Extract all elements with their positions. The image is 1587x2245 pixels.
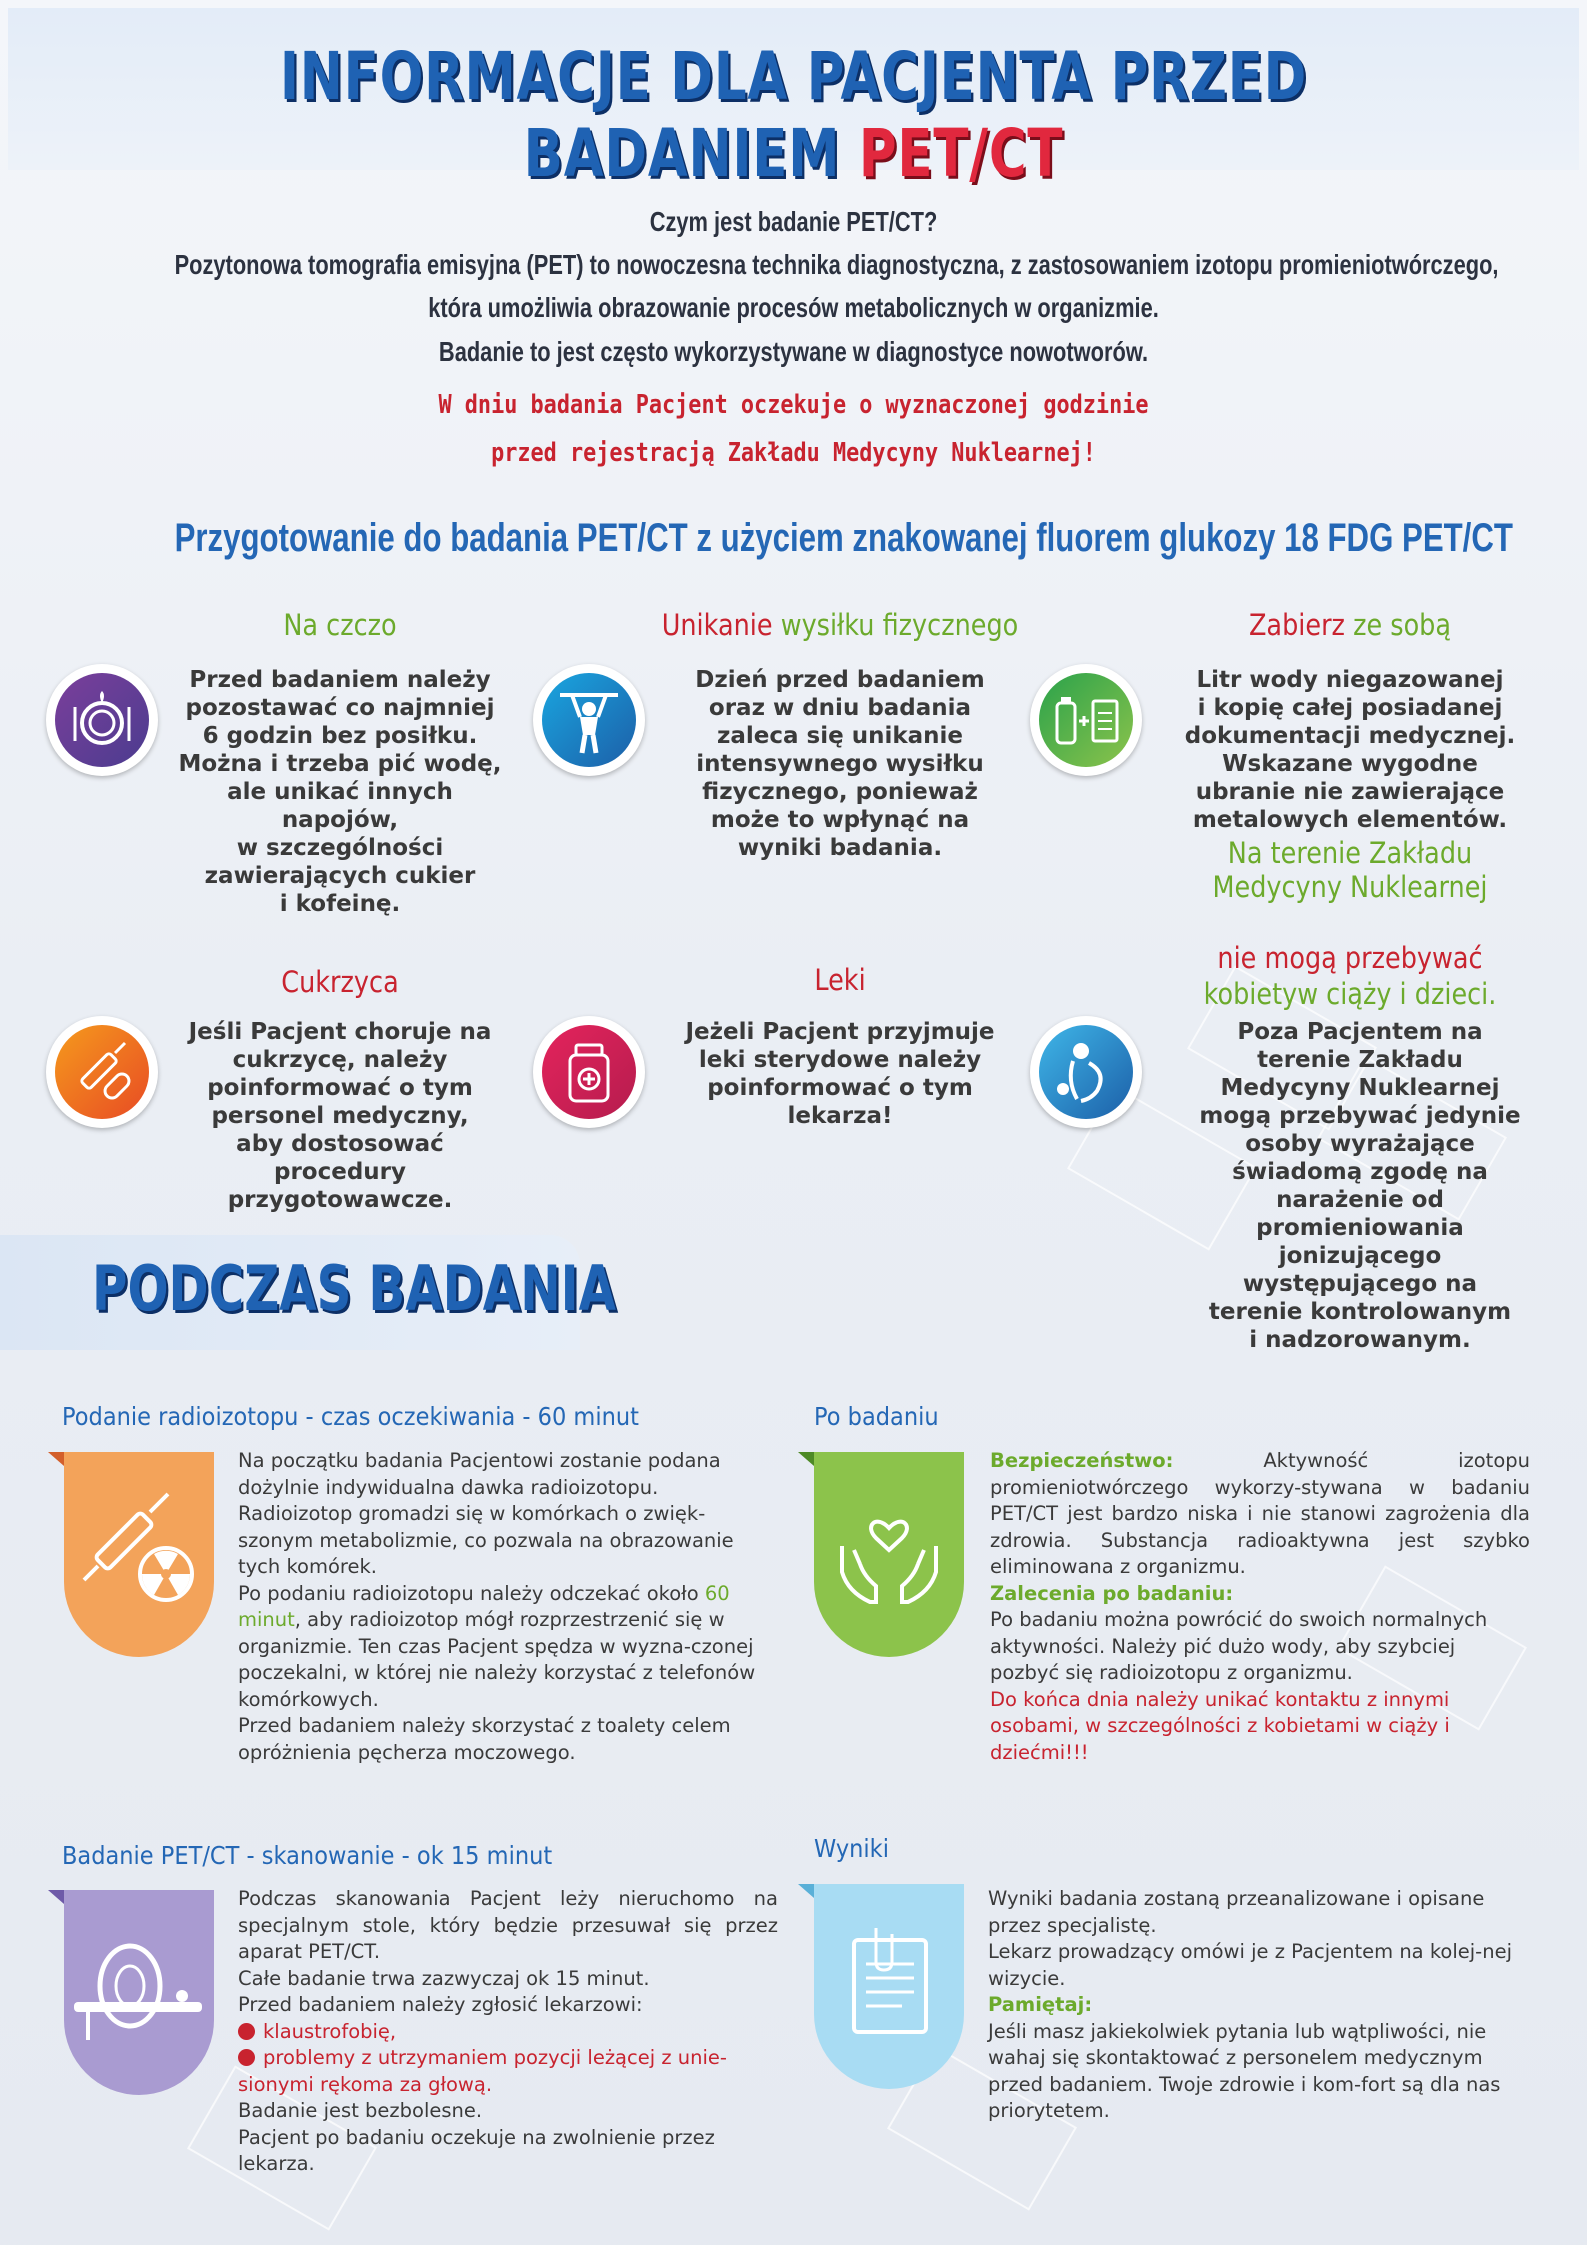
diabetes-title: Cukrzyca xyxy=(281,965,399,999)
results-section-text: Wyniki badania zostaną przeanalizowane i opisane przez specjalistę. Lekarz prowadzący omówi je z Pacjentem na kolej-nej wizycie. Pamiętaj: Jeśli masz jakiekolwiek pytania lub wątpliwości, nie wahaj się skontaktować z personelem medycznym przed badaniem. Twoje zdrowie i kom-fort są dla nas priorytetem. xyxy=(988,1887,1512,2122)
bring-text: Litr wody niegazowanej i kopię całej posiadanej dokumentacji medycznej. Wskazane wygodne ubranie nie zawierające metalowych elementów. xyxy=(1184,667,1516,833)
facility-note: Medycyny Nuklearnej xyxy=(1212,870,1488,904)
meds-icon-circle xyxy=(533,1016,645,1128)
bring-title: Zabierz ze sobą xyxy=(1248,608,1452,642)
facility-note: Na terenie Zakładu xyxy=(1227,836,1473,870)
fasting-title: Na czczo xyxy=(283,608,397,642)
meds-title: Leki xyxy=(814,963,866,997)
pregnancy-restriction: nie mogą przebywać xyxy=(1217,941,1483,975)
hands-heart-icon xyxy=(814,1452,964,1657)
pregnancy-restriction: kobietyw ciąży i dzieci. xyxy=(1203,977,1497,1011)
pregnant-woman-icon xyxy=(1039,1025,1133,1119)
tag-fold xyxy=(48,1890,64,1904)
syringe-pill-icon xyxy=(55,1025,149,1119)
tag-fold xyxy=(798,1884,814,1898)
plate-cutlery-icon xyxy=(55,673,149,767)
intro-question-wrap xyxy=(0,206,1587,238)
registration-warning: przed rejestracją Zakładu Medycyny Nuklearnej! xyxy=(491,438,1096,468)
after-section-text: Bezpieczeństwo: Aktywność izotopu promieniotwórczego wykorzy-stywana w badaniu PET/CT jest bardzo niska i nie stanowi zagrożenia dla zdrowia. Substancja radioaktywna jest szybko eliminowana z organizmu. Zalecenia po badaniu: Po badaniu można powrócić do swoich normalnych aktywności. Należy pić dużo wody, aby szybciej pozbyć się radioizotopu z organizmu. Do końca dnia należy unikać kontaktu z innymi osobami, w szczególności z kobietami w ciąży i dziećmi!!! xyxy=(990,1449,1530,1764)
pill-bottle-icon xyxy=(542,1025,636,1119)
scan-section-title: Badanie PET/CT - skanowanie - ok 15 minut xyxy=(62,1841,553,1870)
tag-fold xyxy=(798,1452,814,1466)
fasting-icon-circle xyxy=(46,664,158,776)
radio-section-title: Podanie radioizotopu - czas oczekiwania - 60 minut xyxy=(62,1402,639,1431)
during-heading: PODCZAS BADANIA xyxy=(92,1252,617,1325)
radio-section-text: Na początku badania Pacjentowi zostanie podana dożylnie indywidualna dawka radioizotopu. Radioizotop gromadzi się w komórkach o zwięk-szonym metabolizmie, co pozwala na obrazowanie tych komórek. Po podaniu radioizotopu należy odczekać około 60 minut, aby radioizotop mógł rozprzestrzenić się w organizmie. Ten czas Pacjent spędza w wyzna-czonej poczekalni, w której nie należy korzystać z telefonów komórkowych. Przed badaniem należy skorzystać z toalety celem opróżnienia pęcherza moczowego. xyxy=(238,1449,756,1764)
scan-tag xyxy=(64,1890,214,2095)
intro-line: Badanie to jest często wykorzystywane w diagnostyce nowotworów. xyxy=(438,336,1149,367)
intro-line-wrap xyxy=(0,336,1587,368)
results-section-title: Wyniki xyxy=(814,1834,889,1863)
warning-wrap xyxy=(0,390,1587,420)
exercise-text: Dzień przed badaniem oraz w dniu badania zaleca się unikanie intensywnego wysiłku fizycznego, ponieważ może to wpłynąć na wyniki badania. xyxy=(695,667,985,861)
prep-heading-wrap xyxy=(0,516,1587,561)
tag-fold xyxy=(48,1452,64,1466)
warning-wrap xyxy=(0,438,1587,468)
pet-scanner-icon xyxy=(64,1890,214,2095)
bullet-dot xyxy=(238,2049,255,2066)
diabetes-text: Jeśli Pacjent choruje na cukrzycę, należy poinformować o tym personel medyczny, aby dostosować procedury przygotowawcze. xyxy=(188,1019,492,1213)
pregnancy-text: Poza Pacjentem na terenie Zakładu Medycyny Nuklearnej mogą przebywać jedynie osoby wyrażające świadomą zgodę na narażenie od promieniowania jonizującego występującego na terenie kontrolowanym i nadzorowanym. xyxy=(1199,1019,1521,1353)
page-title: INFORMACJE DLA PACJENTA PRZED BADANIEM PET/CT xyxy=(279,38,1308,192)
registration-warning: W dniu badania Pacjent oczekuje o wyznaczonej godzinie xyxy=(438,390,1149,420)
intro-line: Pozytonowa tomografia emisyjna (PET) to nowoczesna technika diagnostyczna, z zastosowaniem izotopu promieniotwórczego, xyxy=(174,249,1499,280)
pullup-person-icon xyxy=(542,673,636,767)
fasting-text: Przed badaniem należy pozostawać co najmniej 6 godzin bez posiłku. Można i trzeba pić wodę, ale unikać innych napojów, w szczególności zawierających cukier i kofeinę. xyxy=(178,667,502,917)
exercise-icon-circle xyxy=(533,664,645,776)
intro-line: która umożliwia obrazowanie procesów metabolicznych w organizmie. xyxy=(428,292,1159,323)
exercise-title: Unikanie wysiłku fizycznego xyxy=(661,608,1019,642)
bottle-clipboard-icon xyxy=(1039,673,1133,767)
after-section-title: Po badaniu xyxy=(814,1402,939,1431)
intro-question: Czym jest badanie PET/CT? xyxy=(649,206,938,237)
diabetes-icon-circle xyxy=(46,1016,158,1128)
radio-tag xyxy=(64,1452,214,1657)
prep-heading: Przygotowanie do badania PET/CT z użyciem znakowanej fluorem glukozy 18 FDG PET/CT xyxy=(174,516,1513,560)
scan-section-text: Podczas skanowania Pacjent leży nieruchomo na specjalnym stole, który będzie przesuwał się przez aparat PET/CT. Całe badanie trwa zazwyczaj ok 15 minut. Przed badaniem należy zgłosić lekarzowi: klaustrofobię, problemy z utrzymaniem pozycji leżącej z unie-sionymi rękoma za głową. Badanie jest bezbolesne. Pacjent po badaniu oczekuje na zwolnienie przez lekarza. xyxy=(238,1887,778,2175)
intro-line-wrap xyxy=(0,249,1587,281)
results-tag xyxy=(814,1884,964,2089)
pregnancy-icon-circle xyxy=(1030,1016,1142,1128)
bullet-dot xyxy=(238,2023,255,2040)
bring-icon-circle xyxy=(1030,664,1142,776)
intro-line-wrap xyxy=(0,292,1587,324)
meds-text: Jeżeli Pacjent przyjmuje leki sterydowe należy poinformować o tym lekarza! xyxy=(685,1019,995,1129)
document-clip-icon xyxy=(814,1884,964,2089)
syringe-radiation-icon xyxy=(64,1452,214,1657)
after-tag xyxy=(814,1452,964,1657)
